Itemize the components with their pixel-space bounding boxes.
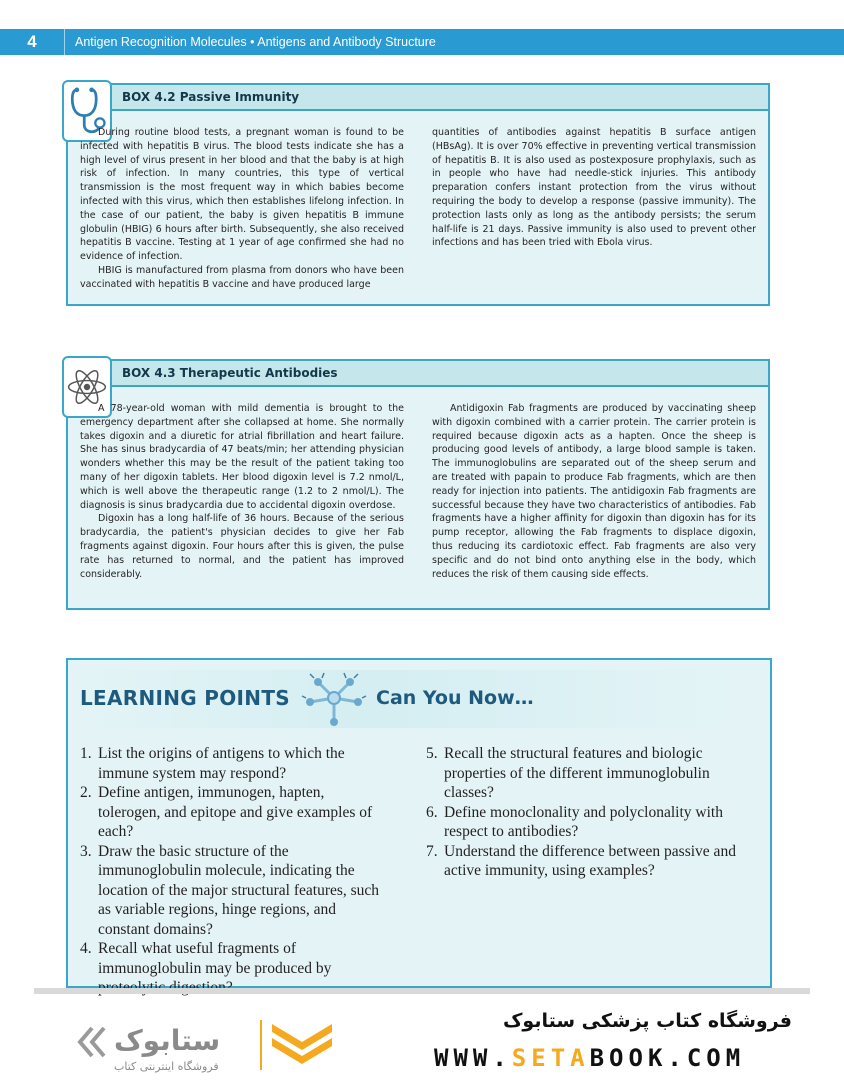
item-number: 7. xyxy=(426,842,438,860)
paragraph: HBIG is manufactured from plasma from donors who have been vaccinated with hepatitis B vaccine and have produced large xyxy=(80,264,404,290)
item-number: 2. xyxy=(80,784,92,801)
learning-points-subtitle: Can You Now… xyxy=(376,687,534,709)
item-number: 3. xyxy=(80,842,92,860)
running-title: Antigen Recognition Molecules • Antigens and Antibody Structure xyxy=(75,35,436,49)
learning-points-title: LEARNING POINTS xyxy=(80,686,290,710)
paragraph: quantities of antibodies against hepatitis B surface antigen (HBsAg). It is over 70% effective in preventing vertical transmission of hepatitis B. It is also used as postexposure prophylaxis, such as in people who have had needle-stick injuries. This antibody preparation confers instant protection from the virus without requiring the body to develop a response (passive immunity). The protection lasts only as long as the antibody persists; the serum half-life is 21 days. Passive immunity is also used to prevent other infections and has been tried with Ebola virus. xyxy=(432,127,756,249)
box-therapeutic-antibodies-col-right xyxy=(432,402,756,581)
list-item xyxy=(426,842,746,881)
setabook-logo xyxy=(74,1014,334,1074)
box-passive-immunity-col-left xyxy=(80,126,404,292)
url-suffix: BOOK.COM xyxy=(589,1044,746,1072)
box-passive-immunity-title: BOX 4.2 Passive Immunity xyxy=(96,83,770,111)
running-header xyxy=(0,29,844,55)
item-text: Understand the difference between passive and active immunity, using examples? xyxy=(444,842,736,879)
box-passive-immunity-body xyxy=(80,126,756,292)
item-text: Draw the basic structure of the immunoglobulin molecule, indicating the location of the major structural features, such as variable regions, hinge regions, and constant domains? xyxy=(98,842,380,938)
logo-text: ستابوک xyxy=(114,1024,221,1057)
item-text: Recall what useful fragments of immunoglobulin may be produced by xyxy=(98,940,332,977)
box-therapeutic-antibodies-col-left xyxy=(80,402,404,581)
url-accent: SETA xyxy=(511,1044,590,1072)
learning-points-list-left xyxy=(80,744,390,998)
page-number: 4 xyxy=(27,32,37,51)
antibody-molecule-icon xyxy=(296,668,372,728)
logo-tagline: فروشگاه اینترنتی کتاب xyxy=(114,1060,219,1073)
item-text: Define antigen, immunogen, hapten, tolerogen, and epitope and give examples of each? xyxy=(98,784,373,840)
box-therapeutic-antibodies-body xyxy=(80,402,756,581)
list-item xyxy=(426,803,746,842)
paragraph: Antidigoxin Fab fragments are produced by vaccinating sheep with digoxin combined with a carrier protein. The carrier protein is required because digoxin acts as a hapten. Once the sheep is producing good levels of antibody, a large blood sample is taken. The immunoglobulins are separated out of the sheep serum and are treated with papain to produce Fab fragments, which are then ready for injection into patients. The antidigoxin Fab fragments are successful because they have two characteristics of antibodies. Fab fragments have a higher affinity for digoxin than digoxin has for its pump receptor, allowing the Fab fragments to displace digoxin, thus reducing its cardiotoxic effect. Fab fragments are also very specific and do not bind onto anything else in the body, which reduces the risk of them causing side effects. xyxy=(432,403,756,580)
paragraph: During routine blood tests, a pregnant woman is found to be infected with hepatitis B virus. The blood tests indicate she has a high level of virus present in her blood and that the baby is at high risk of infection. In many countries, this type of vertical transmission is the most frequent way in which babies become infected with this virus, which then establishes lifelong infection. In the case of our patient, the baby is given hepatitis B immune globulin (HBIG) 6 hours after birth. Subsequently, she also received hepatitis B vaccine. Testing at 1 year of age confirmed she had no evidence of infection. xyxy=(80,127,404,263)
item-number: 4. xyxy=(80,940,92,957)
box-passive-immunity-col-right xyxy=(432,126,756,292)
list-item xyxy=(80,842,390,940)
item-text: Recall the structural features and biologic properties of the different immunoglobulin classes? xyxy=(444,745,710,801)
paragraph: A 78-year-old woman with mild dementia is brought to the emergency department after she collapsed at home. She normally takes digoxin and a diuretic for atrial fibrillation and heart failure. She has sinus bradycardia of 47 beats/min; her attending physician wonders whether this may be the result of the patient taking too many of her digoxin tablets. Her blood digoxin level is 7.2 nmol/L, which is well above the therapeutic range (1.2 to 2 nmol/L). The diagnosis is sinus bradycardia due to accidental digoxin overdose. xyxy=(80,403,404,511)
list-item xyxy=(80,744,390,783)
box-therapeutic-antibodies-title: BOX 4.3 Therapeutic Antibodies xyxy=(96,359,770,387)
list-item xyxy=(426,744,746,803)
store-footer xyxy=(0,1000,844,1080)
item-number: 6. xyxy=(426,803,438,821)
list-item xyxy=(80,783,390,842)
paragraph: Digoxin has a long half-life of 36 hours. Because of the serious bradycardia, the patient's physician decides to give her Fab fragments against digoxin. Four hours after this is given, the pulse rate has returned to normal, and the patient has improved considerably. xyxy=(80,513,404,580)
item-text: Define monoclonality and polyclonality with respect to antibodies? xyxy=(444,803,723,840)
item-text: List the origins of antigens to which the immune system may respond? xyxy=(98,745,345,782)
item-number: 5. xyxy=(426,745,438,762)
store-name: فروشگاه کتاب پزشکی ستابوک xyxy=(502,1010,792,1032)
learning-points-list-right xyxy=(426,744,746,881)
url-prefix: WWW. xyxy=(434,1044,512,1072)
store-url[interactable] xyxy=(434,1044,745,1072)
learning-points-box xyxy=(66,658,772,988)
page-bottom-band xyxy=(34,988,810,994)
item-number: 1. xyxy=(80,745,92,762)
